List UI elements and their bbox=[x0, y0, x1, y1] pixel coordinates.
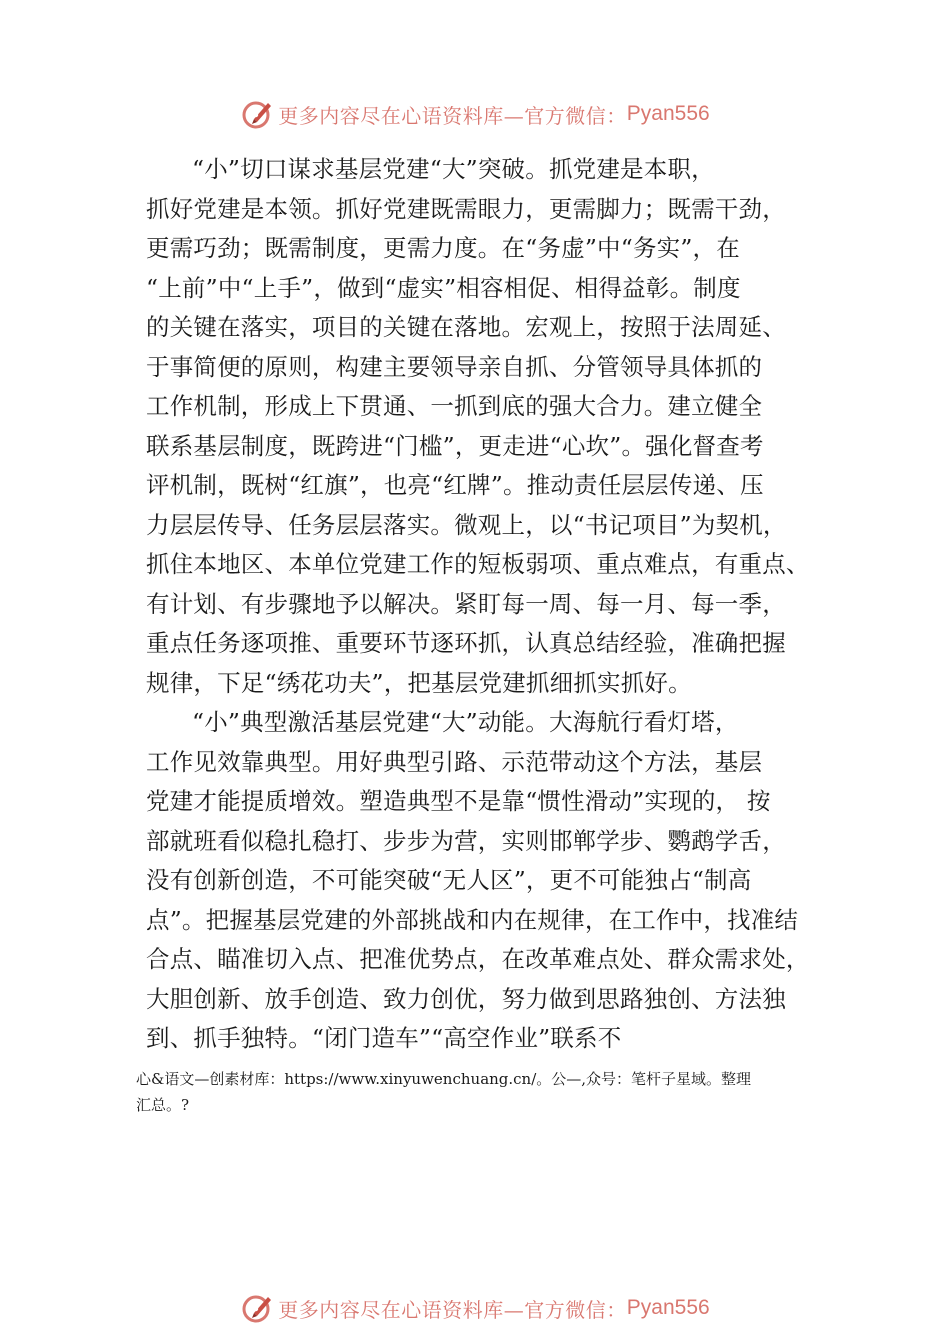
watermark-text: 更多内容尽在心语资料库—官方微信： bbox=[278, 1297, 627, 1322]
body-line: 于事简便的原则，构建主要领导亲自抓、分管领导具体抓的 bbox=[146, 352, 763, 381]
body-line: 大胆创新、放手创造、致力创优，努力做到思路独创、方法独 bbox=[146, 984, 786, 1013]
body-line: 没有创新创造，不可能突破“无人区”，更不可能独占“制高 bbox=[146, 866, 752, 894]
source-note-line: 汇总。? bbox=[136, 1096, 190, 1114]
watermark-id: Pyan556 bbox=[626, 102, 710, 125]
header-watermark bbox=[0, 96, 950, 132]
body-line: “上前”中“上手”，做到“虚实”相容相促、相得益彰。制度 bbox=[146, 273, 741, 302]
watermark-text: 更多内容尽在心语资料库—官方微信： bbox=[278, 103, 627, 128]
body-line: 工作机制，形成上下贯通、一抓到底的强大合力。建立健全 bbox=[146, 392, 763, 420]
pen-nib-circle-icon bbox=[240, 97, 274, 131]
body-line: 点”。把握基层党建的外部挑战和内在规律，在工作中，找准结 bbox=[146, 905, 799, 934]
body-line: 力层层传导、任务层层落实。微观上，以“书记项目”为契机， bbox=[146, 510, 787, 539]
body-line: “小”切口谋求基层党建“大”突破。抓党建是本职， bbox=[192, 155, 715, 183]
body-line: 到、抓手独特。“闭门造车”“高空作业”联系不 bbox=[146, 1024, 622, 1052]
watermark-id: Pyan556 bbox=[626, 1296, 710, 1319]
body-line: 抓住本地区、本单位党建工作的短板弱项、重点难点，有重点、 bbox=[146, 550, 810, 578]
body-line: “小”典型激活基层党建“大”动能。大海航行看灯塔， bbox=[192, 708, 739, 736]
body-line: 部就班看似稳扎稳打、步步为营，实则邯郸学步、鹦鹉学舌， bbox=[146, 826, 786, 855]
body-line: 工作见效靠典型。用好典型引路、示范带动这个方法，基层 bbox=[146, 747, 763, 776]
body-line: 规律，下足“绣花功夫”，把基层党建抓细抓实抓好。 bbox=[146, 668, 692, 697]
body-line: 党建才能提质增效。塑造典型不是靠“惯性滑动”实现的， 按 bbox=[146, 787, 771, 815]
footer-watermark bbox=[0, 1290, 950, 1326]
article-body bbox=[146, 150, 836, 1059]
body-line: 重点任务逐项推、重要环节逐环抓，认真总结经验，准确把握 bbox=[146, 629, 786, 657]
source-note-line: 心&语文—创素材库：https://www.xinyuwenchuang.cn/。公—,众号：笔杆子星域。整理 bbox=[136, 1070, 752, 1088]
body-line: 评机制，既树“红旗”，也亮“红牌”。推动责任层层传递、压 bbox=[146, 471, 764, 499]
body-line: 的关键在落实，项目的关键在落地。宏观上，按照于法周延、 bbox=[146, 313, 786, 341]
pen-nib-circle-icon bbox=[240, 1291, 274, 1325]
body-line: 联系基层制度，既跨进“门槛”，更走进“心坎”。强化督查考 bbox=[146, 431, 764, 460]
body-line: 抓好党建是本领。抓好党建既需眼力，更需脚力；既需干劲， bbox=[146, 194, 786, 223]
body-line: 合点、瞄准切入点、把准优势点，在改革难点处、群众需求处， bbox=[146, 945, 810, 973]
body-line: 有计划、有步骤地予以解决。紧盯每一周、每一月、每一季， bbox=[146, 589, 786, 618]
body-line: 更需巧劲；既需制度，更需力度。在“务虚”中“务实”，在 bbox=[146, 234, 740, 262]
source-note bbox=[136, 1066, 836, 1118]
